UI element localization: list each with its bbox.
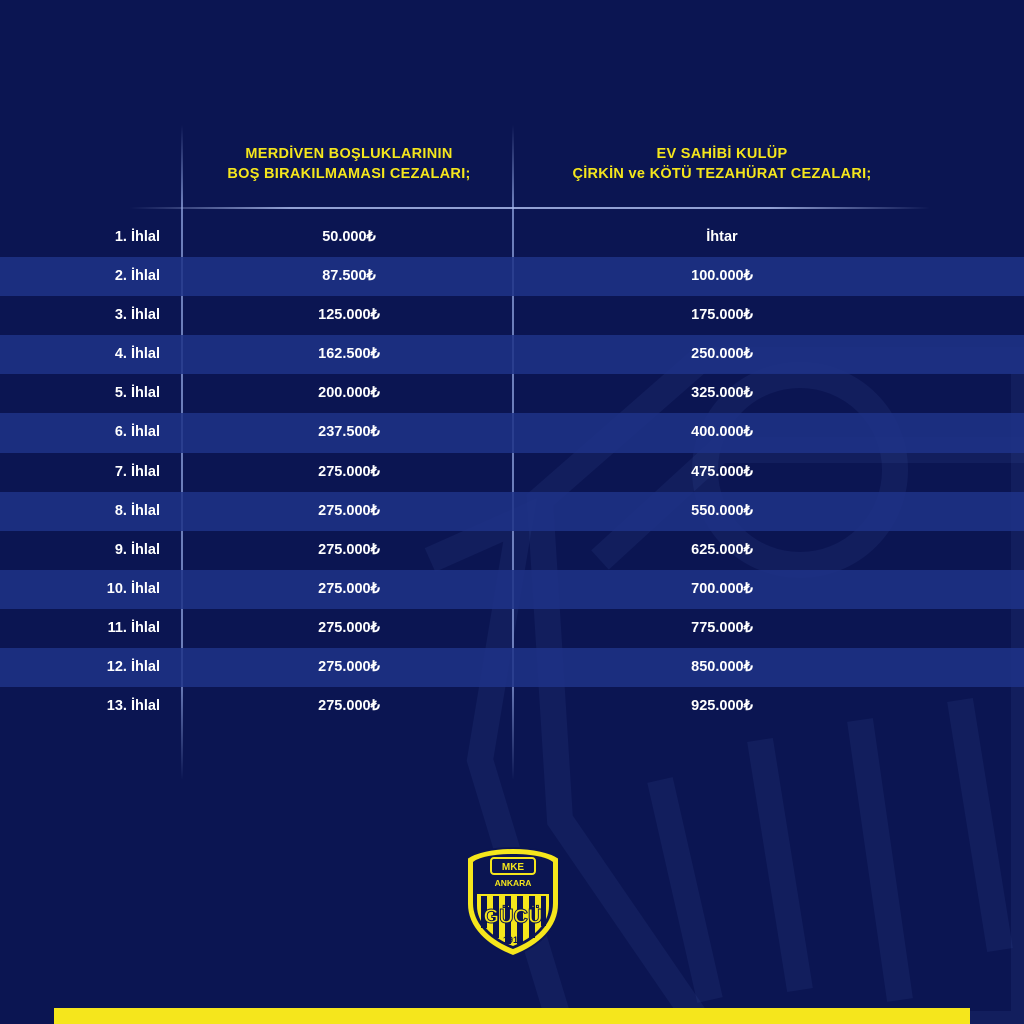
chanting-penalty: 700.000₺	[691, 580, 753, 597]
table-row	[0, 335, 1024, 374]
header-line: BOŞ BIRAKILMAMASI CEZALARI;	[227, 166, 471, 182]
stairway-penalty: 275.000₺	[318, 619, 380, 636]
stairway-penalty: 50.000₺	[322, 229, 376, 245]
violation-label: 8. İhlal	[114, 502, 160, 519]
crest-year: 1910	[502, 935, 524, 945]
crest-top-text: MKE	[501, 862, 525, 873]
crest-main-text: GÜCÜ	[483, 906, 543, 928]
table-row	[0, 609, 1024, 648]
chanting-penalty: İhtar	[706, 229, 738, 245]
violation-label: 6. İhlal	[114, 424, 160, 441]
table-row	[0, 296, 1024, 335]
table-row	[0, 492, 1024, 531]
stairway-penalty: 275.000₺	[318, 698, 380, 715]
stairway-penalty: 125.000₺	[318, 307, 380, 324]
stairway-penalty: 275.000₺	[318, 463, 380, 480]
column-header-chanting-penalties	[514, 144, 930, 184]
table-row	[0, 218, 1024, 257]
table-row	[0, 453, 1024, 492]
stairway-penalty: 87.500₺	[322, 268, 376, 285]
table-row	[0, 687, 1024, 726]
crest-arc-text: ANKARA	[494, 878, 532, 888]
table-row	[0, 570, 1024, 609]
stairway-penalty: 275.000₺	[318, 502, 380, 519]
violation-label: 11. İhlal	[107, 619, 160, 636]
violation-label: 13. İhlal	[106, 698, 160, 715]
table-row	[0, 413, 1024, 452]
violation-label: 1. İhlal	[114, 229, 160, 245]
violation-label: 3. İhlal	[114, 307, 160, 324]
chanting-penalty: 925.000₺	[691, 698, 753, 715]
chanting-penalty: 550.000₺	[691, 502, 753, 519]
violation-label: 9. İhlal	[114, 541, 160, 558]
chanting-penalty: 100.000₺	[691, 268, 753, 285]
column-header-stairway-penalties	[184, 144, 514, 184]
stairway-penalty: 275.000₺	[318, 659, 380, 676]
chanting-penalty: 325.000₺	[691, 385, 753, 402]
chanting-penalty: 400.000₺	[691, 424, 753, 441]
table-row	[0, 648, 1024, 687]
chanting-penalty: 250.000₺	[691, 346, 753, 363]
chanting-penalty: 625.000₺	[691, 541, 753, 558]
violation-label: 5. İhlal	[114, 385, 160, 402]
chanting-penalty: 175.000₺	[691, 307, 753, 324]
table-row	[0, 531, 1024, 570]
stairway-penalty: 275.000₺	[318, 580, 380, 597]
header-line: ÇİRKİN ve KÖTÜ TEZAHÜRAT CEZALARI;	[572, 166, 872, 182]
stairway-penalty: 200.000₺	[318, 385, 380, 402]
header-line: MERDİVEN BOŞLUKLARININ	[245, 146, 453, 162]
violation-label: 7. İhlal	[114, 463, 160, 480]
stairway-penalty: 162.500₺	[318, 346, 380, 363]
stairway-penalty: 237.500₺	[318, 424, 380, 441]
table-row	[0, 374, 1024, 413]
club-crest-icon	[463, 846, 563, 958]
table-row	[0, 257, 1024, 296]
violation-label: 10. İhlal	[106, 580, 160, 597]
chanting-penalty: 850.000₺	[691, 659, 753, 676]
stairway-penalty: 275.000₺	[318, 541, 380, 558]
violation-label: 2. İhlal	[114, 268, 160, 285]
violation-label: 4. İhlal	[114, 346, 160, 363]
chanting-penalty: 775.000₺	[691, 619, 753, 636]
penalty-table	[0, 218, 1024, 726]
header-divider	[130, 207, 930, 209]
footer-accent-bar	[54, 1008, 970, 1024]
violation-label: 12. İhlal	[106, 659, 160, 676]
chanting-penalty: 475.000₺	[691, 463, 753, 480]
header-line: EV SAHİBİ KULÜP	[656, 146, 788, 162]
